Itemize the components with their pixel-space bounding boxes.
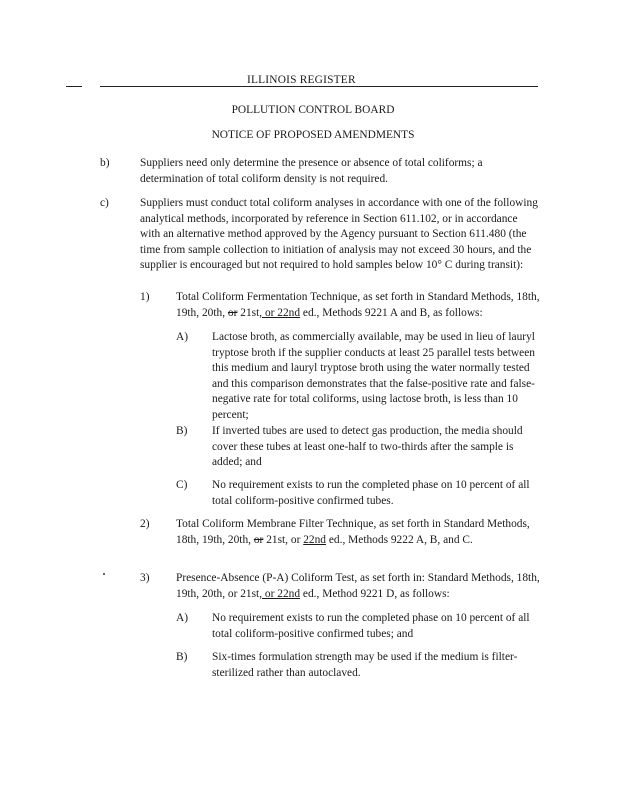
- method-1-label: 1): [140, 291, 150, 303]
- method-1-c-text: No requirement exists to run the completed phase on 10 percent of all total coliform-positive confirmed tubes.: [212, 479, 530, 507]
- method-1-struck: or: [227, 306, 238, 319]
- method-1-text-b: 21st: [237, 306, 260, 319]
- method-2-inserted: 22nd: [303, 533, 326, 546]
- item-c-label: c): [100, 197, 109, 209]
- notice-title: NOTICE OF PROPOSED AMENDMENTS: [211, 129, 415, 141]
- method-2-label: 2): [140, 518, 150, 530]
- margin-dot: [103, 573, 105, 575]
- method-3-text-a: Presence-Absence (P-A) Coliform Test, as set forth in: Standard Methods, 18th, 19th, 20th, or 21st: [176, 572, 540, 600]
- method-3-text-b: ed., Method 9221 D, as follows:: [300, 587, 450, 600]
- item-b-text: Suppliers need only determine the presence or absence of total coliforms; a determination of total coliform density is not required.: [140, 157, 483, 185]
- method-1-a-label: A): [176, 331, 189, 343]
- method-3-text: [176, 571, 540, 602]
- board-title: POLLUTION CONTROL BOARD: [231, 104, 395, 116]
- method-1-text-a: Total Coliform Fermentation Technique, as set forth in Standard Methods, 18th, 19th, 20th,: [176, 291, 540, 319]
- method-3-b-label: B): [176, 651, 188, 663]
- method-3-a-label: A): [176, 612, 189, 624]
- method-1-inserted: , or 22nd: [259, 306, 301, 319]
- method-1-a-text: Lactose broth, as commercially available, may be used in lieu of lauryl tryptose broth if the supplier conducts at least 25 parallel tests between this medium and lauryl tryptose broth using the water normally tested and this comparison demonstrates that the false-positive rate and false-negative rate for total coliforms, using lactose broth, is less than 10 percent;: [212, 331, 535, 421]
- method-3-label: 3): [140, 572, 150, 584]
- method-1-text-c: ed., Methods 9221 A and B, as follows:: [300, 306, 483, 319]
- item-c-text: Suppliers must conduct total coliform analyses in accordance with one of the following analytical methods, incorporated by reference in Section 611.102, or in accordance with an alternative method approved by the Agency pursuant to Section 611.480 (the time from sample collection to initiation of analysis may not exceed 30 hours, and the supplier is encouraged but not required to hold samples below 10° C during transit):: [140, 197, 538, 272]
- method-1-text: [176, 290, 540, 321]
- item-b-label: b): [100, 157, 110, 169]
- method-2-text-a: Total Coliform Membrane Filter Technique, as set forth in Standard Methods, 18th, 19th, 20th,: [176, 518, 530, 546]
- method-2-text: [176, 517, 538, 548]
- method-2-struck: or: [253, 533, 264, 546]
- method-3-b-text: Six-times formulation strength may be used if the medium is filter-sterilized rather than autoclaved.: [212, 651, 518, 679]
- method-1-b-label: B): [176, 425, 188, 437]
- method-2-text-c: ed., Methods 9222 A, B, and C.: [326, 533, 473, 546]
- method-2-text-b: 21st, or: [263, 533, 304, 546]
- method-1-c-label: C): [176, 479, 188, 491]
- method-3-a-text: No requirement exists to run the completed phase on 10 percent of all total coliform-positive confirmed tubes; and: [212, 612, 530, 640]
- header-rule-left: [66, 86, 82, 87]
- method-1-b-text: If inverted tubes are used to detect gas production, the media should cover these tubes at least one-half to two-thirds after the sample is added; and: [212, 425, 523, 469]
- method-3-inserted: , or 22nd: [259, 587, 301, 600]
- register-title: ILLINOIS REGISTER: [247, 74, 356, 86]
